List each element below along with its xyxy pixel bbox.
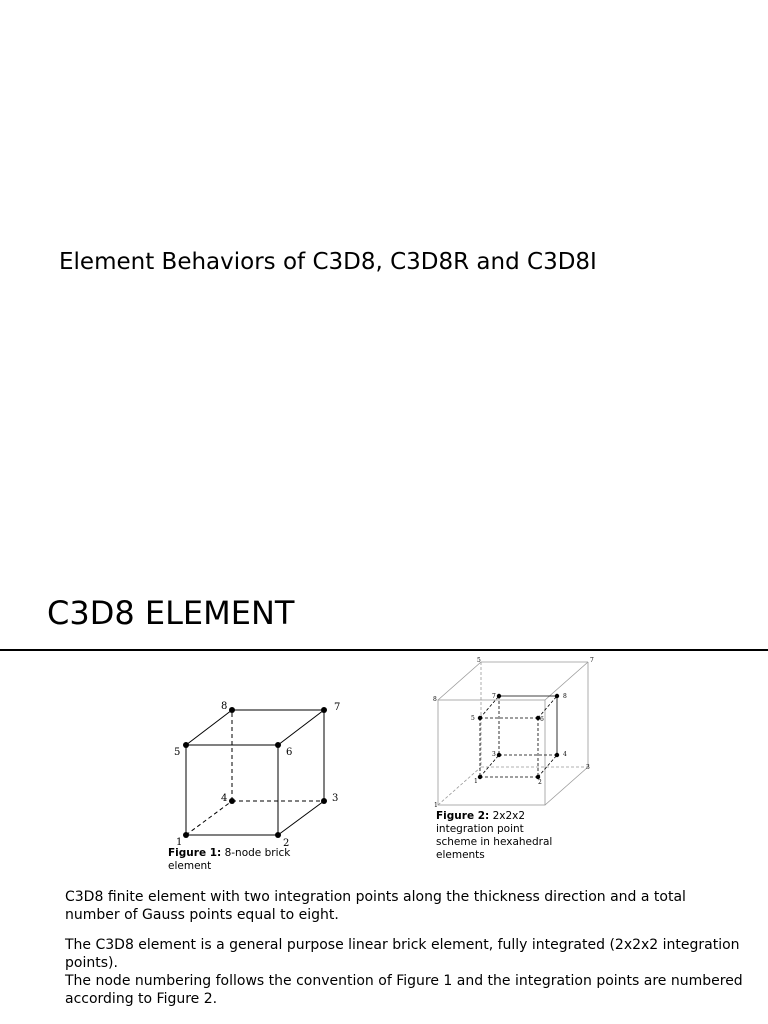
edge-2-3 [278, 801, 324, 835]
gauss-point-4 [555, 753, 559, 757]
gauss-label-3: 3 [492, 751, 496, 758]
gauss-label-7: 7 [492, 693, 496, 700]
node-label-8: 8 [221, 701, 228, 712]
integration-point-diagram [430, 655, 600, 810]
edge-6-7 [278, 710, 324, 745]
slide-title: Element Behaviors of C3D8, C3D8R and C3D8I [59, 249, 597, 275]
inner-link-6-8 [538, 696, 557, 718]
element-details-paragraph [65, 936, 745, 1008]
figure2-caption-label: Figure 2: [436, 810, 490, 822]
node-label-3: 3 [332, 793, 339, 804]
figure1-caption-text: 8-node brick element [168, 847, 291, 872]
node-4 [229, 798, 235, 804]
outer-label-5: 5 [477, 657, 481, 664]
gauss-label-8: 8 [563, 693, 567, 700]
outer-label-3: 3 [586, 764, 590, 771]
figure1-caption-label: Figure 1: [168, 847, 222, 859]
outer-bottom-right [545, 767, 588, 805]
node-label-7: 7 [334, 702, 341, 713]
node-5 [183, 742, 189, 748]
node-label-2: 2 [283, 838, 290, 849]
edge-5-8 [186, 710, 232, 745]
outer-label-7: 7 [590, 657, 594, 664]
gauss-point-5 [478, 716, 482, 720]
node-label-1: 1 [176, 837, 183, 848]
inner-link-5-7 [480, 696, 499, 718]
outer-hidden-diag [438, 767, 481, 805]
gauss-point-8 [555, 694, 559, 698]
inner-link-1-3 [480, 755, 499, 777]
element-details-line-1: The C3D8 element is a general purpose linear brick element, fully integrated (2x2x2 integration points). [65, 937, 740, 971]
inner-link-2-4 [538, 755, 557, 777]
node-label-5: 5 [174, 747, 181, 758]
node-1 [183, 832, 189, 838]
element-details-line-2: The node numbering follows the convention of Figure 1 and the integration points are numbered according to Figure 2. [65, 973, 743, 1007]
gauss-point-1 [478, 775, 482, 779]
hidden-edge-1-4 [186, 801, 232, 835]
figure2-caption [436, 810, 566, 862]
gauss-label-6: 6 [540, 716, 544, 723]
section-heading: C3D8 ELEMENT [47, 594, 295, 632]
node-8 [229, 707, 235, 713]
figure1-caption [168, 847, 308, 873]
gauss-label-4: 4 [563, 751, 567, 758]
node-label-6: 6 [286, 747, 293, 758]
node-3 [321, 798, 327, 804]
outer-label-1: 1 [434, 802, 438, 809]
description-paragraph: C3D8 finite element with two integration points along the thickness direction and a total number of Gauss points equal to eight. [65, 889, 686, 923]
brick-element-diagram [166, 697, 346, 847]
gauss-point-7 [497, 694, 501, 698]
node-6 [275, 742, 281, 748]
gauss-label-5: 5 [471, 715, 475, 722]
gauss-label-2: 2 [538, 779, 542, 786]
gauss-label-1: 1 [474, 778, 478, 785]
node-label-4: 4 [221, 793, 228, 804]
heading-divider [0, 649, 768, 651]
figure2-caption-text: 2x2x2 integration point scheme in hexahedral elements [436, 810, 553, 861]
node-2 [275, 832, 281, 838]
node-7 [321, 707, 327, 713]
gauss-point-3 [497, 753, 501, 757]
outer-top-left [438, 662, 481, 700]
outer-label-8: 8 [433, 696, 437, 703]
